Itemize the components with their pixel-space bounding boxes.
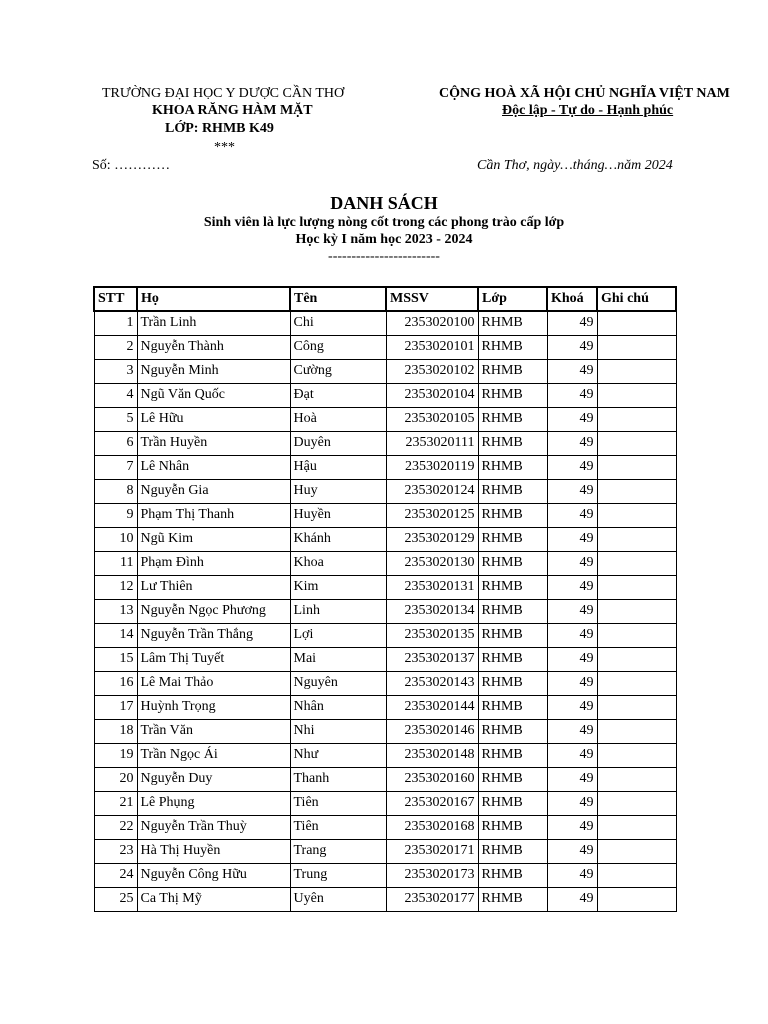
cell-stt: 22	[94, 815, 137, 839]
cell-lop: RHMB	[478, 767, 547, 791]
table-row	[94, 719, 676, 743]
cell-ho: Nguyễn Công Hữu	[137, 863, 290, 887]
cell-khoa: 49	[547, 431, 597, 455]
cell-stt: 21	[94, 791, 137, 815]
cell-ten: Kim	[290, 575, 386, 599]
cell-ho: Nguyễn Gia	[137, 479, 290, 503]
cell-ten: Trung	[290, 863, 386, 887]
cell-stt: 8	[94, 479, 137, 503]
cell-ten: Thanh	[290, 767, 386, 791]
date-line: Cần Thơ, ngày…tháng…năm 2024	[477, 158, 673, 173]
cell-ten: Duyên	[290, 431, 386, 455]
cell-ghi-chu	[597, 551, 676, 575]
cell-stt: 6	[94, 431, 137, 455]
cell-ho: Trần Huyền	[137, 431, 290, 455]
cell-lop: RHMB	[478, 743, 547, 767]
cell-stt: 15	[94, 647, 137, 671]
cell-mssv: 2353020171	[386, 839, 478, 863]
cell-lop: RHMB	[478, 527, 547, 551]
cell-lop: RHMB	[478, 863, 547, 887]
cell-lop: RHMB	[478, 647, 547, 671]
cell-mssv: 2353020160	[386, 767, 478, 791]
cell-mssv: 2353020173	[386, 863, 478, 887]
cell-mssv: 2353020130	[386, 551, 478, 575]
cell-ghi-chu	[597, 503, 676, 527]
cell-khoa: 49	[547, 311, 597, 335]
cell-ghi-chu	[597, 671, 676, 695]
cell-ho: Lư Thiên	[137, 575, 290, 599]
school-name: TRƯỜNG ĐẠI HỌC Y DƯỢC CẦN THƠ	[102, 86, 345, 101]
cell-mssv: 2353020129	[386, 527, 478, 551]
cell-lop: RHMB	[478, 623, 547, 647]
cell-mssv: 2353020177	[386, 887, 478, 911]
cell-ghi-chu	[597, 599, 676, 623]
cell-ho: Lê Nhân	[137, 455, 290, 479]
cell-lop: RHMB	[478, 479, 547, 503]
cell-lop: RHMB	[478, 383, 547, 407]
cell-stt: 11	[94, 551, 137, 575]
cell-lop: RHMB	[478, 887, 547, 911]
table-row	[94, 551, 676, 575]
table-row	[94, 695, 676, 719]
cell-ghi-chu	[597, 863, 676, 887]
column-header-lop: Lớp	[478, 287, 547, 311]
cell-ho: Lê Mai Thảo	[137, 671, 290, 695]
cell-ho: Trần Linh	[137, 311, 290, 335]
document-number: Số: …………	[92, 158, 171, 173]
cell-khoa: 49	[547, 551, 597, 575]
cell-lop: RHMB	[478, 407, 547, 431]
cell-stt: 12	[94, 575, 137, 599]
cell-ghi-chu	[597, 455, 676, 479]
cell-mssv: 2353020124	[386, 479, 478, 503]
cell-ho: Lê Phụng	[137, 791, 290, 815]
table-body	[94, 311, 676, 911]
cell-ten: Khoa	[290, 551, 386, 575]
cell-stt: 9	[94, 503, 137, 527]
cell-ho: Lâm Thị Tuyết	[137, 647, 290, 671]
cell-mssv: 2353020101	[386, 335, 478, 359]
table-row	[94, 767, 676, 791]
cell-mssv: 2353020125	[386, 503, 478, 527]
title-separator: ------------------------	[328, 249, 440, 264]
cell-stt: 20	[94, 767, 137, 791]
table-row	[94, 863, 676, 887]
table-row	[94, 431, 676, 455]
cell-ten: Uyên	[290, 887, 386, 911]
student-table	[93, 286, 677, 912]
cell-khoa: 49	[547, 527, 597, 551]
cell-lop: RHMB	[478, 551, 547, 575]
cell-ghi-chu	[597, 695, 676, 719]
cell-khoa: 49	[547, 407, 597, 431]
cell-ho: Nguyễn Thành	[137, 335, 290, 359]
cell-ghi-chu	[597, 743, 676, 767]
cell-mssv: 2353020105	[386, 407, 478, 431]
cell-stt: 1	[94, 311, 137, 335]
table-row	[94, 575, 676, 599]
cell-ghi-chu	[597, 887, 676, 911]
cell-stt: 3	[94, 359, 137, 383]
cell-ten: Hậu	[290, 455, 386, 479]
cell-ho: Trần Văn	[137, 719, 290, 743]
cell-stt: 14	[94, 623, 137, 647]
cell-lop: RHMB	[478, 311, 547, 335]
cell-ho: Nguyễn Trần Thắng	[137, 623, 290, 647]
table-row	[94, 359, 676, 383]
cell-lop: RHMB	[478, 503, 547, 527]
cell-khoa: 49	[547, 743, 597, 767]
cell-ten: Lợi	[290, 623, 386, 647]
table-row	[94, 599, 676, 623]
cell-mssv: 2353020135	[386, 623, 478, 647]
cell-stt: 16	[94, 671, 137, 695]
cell-stt: 24	[94, 863, 137, 887]
cell-ten: Nhi	[290, 719, 386, 743]
cell-ten: Hoà	[290, 407, 386, 431]
table-row	[94, 671, 676, 695]
cell-ten: Tiên	[290, 791, 386, 815]
cell-khoa: 49	[547, 599, 597, 623]
cell-lop: RHMB	[478, 719, 547, 743]
cell-ghi-chu	[597, 479, 676, 503]
cell-mssv: 2353020168	[386, 815, 478, 839]
cell-stt: 18	[94, 719, 137, 743]
table-row	[94, 839, 676, 863]
cell-ho: Lê Hữu	[137, 407, 290, 431]
cell-ghi-chu	[597, 311, 676, 335]
cell-ho: Ngũ Văn Quốc	[137, 383, 290, 407]
cell-mssv: 2353020104	[386, 383, 478, 407]
table-row	[94, 383, 676, 407]
cell-lop: RHMB	[478, 455, 547, 479]
column-header-ho: Họ	[137, 287, 290, 311]
cell-stt: 2	[94, 335, 137, 359]
cell-lop: RHMB	[478, 599, 547, 623]
cell-ho: Nguyễn Ngọc Phương	[137, 599, 290, 623]
cell-mssv: 2353020167	[386, 791, 478, 815]
cell-lop: RHMB	[478, 431, 547, 455]
cell-stt: 7	[94, 455, 137, 479]
table-row	[94, 311, 676, 335]
national-motto: Độc lập - Tự do - Hạnh phúc	[502, 103, 674, 118]
cell-ho: Nguyễn Trần Thuỳ	[137, 815, 290, 839]
nation-name: CỘNG HOÀ XÃ HỘI CHỦ NGHĨA VIỆT NAM	[439, 86, 730, 101]
cell-stt: 13	[94, 599, 137, 623]
table-row	[94, 407, 676, 431]
cell-ho: Phạm Đình	[137, 551, 290, 575]
cell-mssv: 2353020100	[386, 311, 478, 335]
cell-stt: 23	[94, 839, 137, 863]
table-row	[94, 623, 676, 647]
cell-ten: Chi	[290, 311, 386, 335]
header-stars: ***	[214, 140, 235, 155]
cell-khoa: 49	[547, 575, 597, 599]
cell-khoa: 49	[547, 863, 597, 887]
cell-ten: Tiên	[290, 815, 386, 839]
cell-ten: Trang	[290, 839, 386, 863]
column-header-stt: STT	[94, 287, 137, 311]
column-header-ghi-chu: Ghi chú	[597, 287, 676, 311]
table-row	[94, 647, 676, 671]
table-row	[94, 335, 676, 359]
cell-khoa: 49	[547, 815, 597, 839]
cell-ho: Huỳnh Trọng	[137, 695, 290, 719]
cell-ghi-chu	[597, 839, 676, 863]
cell-ghi-chu	[597, 575, 676, 599]
table-row	[94, 503, 676, 527]
cell-khoa: 49	[547, 623, 597, 647]
cell-khoa: 49	[547, 647, 597, 671]
cell-lop: RHMB	[478, 839, 547, 863]
cell-ho: Trần Ngọc Ái	[137, 743, 290, 767]
cell-ten: Cường	[290, 359, 386, 383]
cell-stt: 17	[94, 695, 137, 719]
cell-ten: Huyền	[290, 503, 386, 527]
cell-khoa: 49	[547, 359, 597, 383]
cell-lop: RHMB	[478, 359, 547, 383]
column-header-khoa: Khoá	[547, 287, 597, 311]
cell-ho: Hà Thị Huyền	[137, 839, 290, 863]
cell-khoa: 49	[547, 479, 597, 503]
cell-ghi-chu	[597, 767, 676, 791]
cell-ghi-chu	[597, 815, 676, 839]
cell-mssv: 2353020102	[386, 359, 478, 383]
cell-lop: RHMB	[478, 791, 547, 815]
cell-ghi-chu	[597, 407, 676, 431]
cell-ten: Huy	[290, 479, 386, 503]
cell-ho: Ngũ Kim	[137, 527, 290, 551]
document-subtitle: Sinh viên là lực lượng nòng cốt trong các phong trào cấp lớp	[203, 215, 565, 230]
table-row	[94, 791, 676, 815]
cell-khoa: 49	[547, 695, 597, 719]
semester-line: Học kỳ I năm học 2023 - 2024	[295, 232, 473, 247]
cell-stt: 4	[94, 383, 137, 407]
table-row	[94, 815, 676, 839]
cell-mssv: 2353020144	[386, 695, 478, 719]
cell-khoa: 49	[547, 335, 597, 359]
cell-ghi-chu	[597, 335, 676, 359]
cell-khoa: 49	[547, 671, 597, 695]
cell-ghi-chu	[597, 359, 676, 383]
cell-ghi-chu	[597, 431, 676, 455]
column-header-ten: Tên	[290, 287, 386, 311]
cell-mssv: 2353020131	[386, 575, 478, 599]
cell-ho: Nguyễn Duy	[137, 767, 290, 791]
cell-khoa: 49	[547, 383, 597, 407]
cell-lop: RHMB	[478, 695, 547, 719]
cell-mssv: 2353020137	[386, 647, 478, 671]
cell-lop: RHMB	[478, 671, 547, 695]
cell-khoa: 49	[547, 719, 597, 743]
cell-ghi-chu	[597, 719, 676, 743]
column-header-mssv: MSSV	[386, 287, 478, 311]
cell-ten: Khánh	[290, 527, 386, 551]
cell-ten: Đạt	[290, 383, 386, 407]
cell-ghi-chu	[597, 791, 676, 815]
cell-ho: Phạm Thị Thanh	[137, 503, 290, 527]
table-row	[94, 455, 676, 479]
cell-ten: Như	[290, 743, 386, 767]
cell-lop: RHMB	[478, 335, 547, 359]
cell-khoa: 49	[547, 503, 597, 527]
table-header-row	[94, 287, 676, 311]
cell-lop: RHMB	[478, 815, 547, 839]
table-row	[94, 479, 676, 503]
cell-ghi-chu	[597, 647, 676, 671]
cell-ghi-chu	[597, 623, 676, 647]
cell-stt: 10	[94, 527, 137, 551]
table-row	[94, 743, 676, 767]
cell-ghi-chu	[597, 383, 676, 407]
cell-mssv: 2353020148	[386, 743, 478, 767]
document-title: DANH SÁCH	[330, 193, 438, 213]
cell-mssv: 2353020111	[386, 431, 478, 455]
cell-lop: RHMB	[478, 575, 547, 599]
cell-stt: 25	[94, 887, 137, 911]
cell-khoa: 49	[547, 767, 597, 791]
cell-mssv: 2353020146	[386, 719, 478, 743]
cell-stt: 19	[94, 743, 137, 767]
class-name: LỚP: RHMB K49	[165, 121, 274, 136]
cell-ten: Công	[290, 335, 386, 359]
cell-ho: Nguyễn Minh	[137, 359, 290, 383]
cell-khoa: 49	[547, 887, 597, 911]
cell-khoa: 49	[547, 791, 597, 815]
cell-mssv: 2353020134	[386, 599, 478, 623]
table-row	[94, 527, 676, 551]
cell-ten: Nguyên	[290, 671, 386, 695]
cell-ghi-chu	[597, 527, 676, 551]
cell-ho: Ca Thị Mỹ	[137, 887, 290, 911]
table-row	[94, 887, 676, 911]
cell-ten: Mai	[290, 647, 386, 671]
cell-mssv: 2353020119	[386, 455, 478, 479]
cell-khoa: 49	[547, 839, 597, 863]
cell-stt: 5	[94, 407, 137, 431]
cell-ten: Linh	[290, 599, 386, 623]
faculty-name: KHOA RĂNG HÀM MẶT	[152, 103, 313, 118]
cell-mssv: 2353020143	[386, 671, 478, 695]
cell-khoa: 49	[547, 455, 597, 479]
cell-ten: Nhân	[290, 695, 386, 719]
